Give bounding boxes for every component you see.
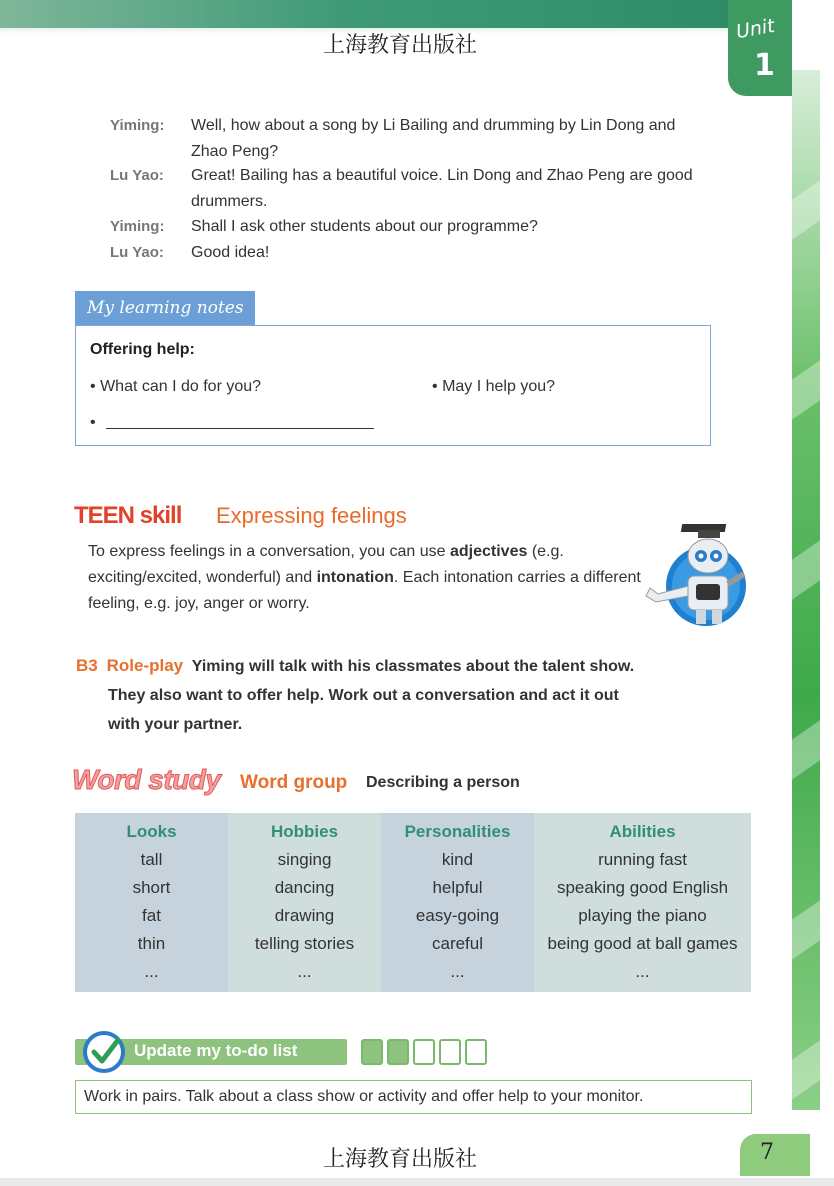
word-cell: ...	[450, 962, 465, 981]
word-cell: running fast	[598, 850, 687, 869]
word-group-description: Describing a person	[366, 774, 520, 791]
todo-progress-box-filled	[387, 1039, 409, 1065]
notes-blank-line[interactable]	[106, 428, 374, 429]
todo-progress-box-empty	[465, 1039, 487, 1065]
publisher-watermark-top: 上海教育出版社	[322, 33, 477, 58]
check-circle-icon	[82, 1030, 126, 1074]
teen-skill-body	[88, 539, 648, 617]
speaker-name: Lu Yao:	[110, 244, 164, 261]
todo-progress-box-empty	[439, 1039, 461, 1065]
todo-progress-box-empty	[413, 1039, 435, 1065]
b3-code: B3	[76, 656, 98, 675]
unit-tab	[728, 0, 792, 96]
dialogue-line	[110, 214, 770, 240]
unit-number: 1	[754, 48, 775, 83]
learning-notes-box	[75, 325, 711, 446]
word-column-looks	[75, 813, 228, 992]
word-study-title: Word study	[72, 764, 221, 795]
dialogue-line	[110, 240, 770, 266]
teen-bold-adjectives: adjectives	[449, 543, 528, 560]
notes-heading: Offering help:	[90, 341, 195, 358]
word-cell: being good at ball games	[547, 934, 738, 953]
speaker-name: Yiming:	[110, 117, 165, 134]
page-number-tab	[740, 1134, 810, 1176]
dialogue-text: Good idea!	[191, 244, 270, 261]
dialogue-line	[110, 163, 770, 215]
word-cell: short	[132, 878, 171, 897]
word-cell: playing the piano	[578, 906, 707, 925]
word-cell: speaking good English	[556, 878, 729, 897]
teen-bold-intonation: intonation	[316, 569, 394, 586]
word-cell: kind	[441, 850, 474, 869]
word-cell: ...	[635, 962, 650, 981]
todo-progress-box-filled	[361, 1039, 383, 1065]
notes-item-text: What can I do for you?	[100, 378, 262, 395]
word-cell: tall	[140, 850, 163, 869]
word-cell: drawing	[274, 906, 335, 925]
robot-mascot-icon	[636, 514, 756, 634]
teen-skill-title: Expressing feelings	[216, 503, 407, 528]
column-header: Hobbies	[270, 822, 339, 841]
word-group-label: Word group	[240, 772, 348, 793]
bullet: •	[432, 378, 438, 395]
learning-notes-tab: My learning notes	[75, 291, 255, 325]
todo-task: Work in pairs. Talk about a class show or activity and offer help to your monitor.	[75, 1080, 752, 1114]
speaker-name: Yiming:	[110, 218, 165, 235]
b3-line: Yiming will talk with his classmates about the talent show.	[191, 658, 635, 675]
b3-line: with your partner.	[108, 716, 243, 733]
b3-title: Role-play	[106, 656, 184, 675]
word-column-abilities	[534, 813, 751, 992]
bullet: •	[90, 378, 96, 395]
b3-line: They also want to offer help. Work out a conversation and act it out	[108, 687, 619, 704]
word-column-hobbies	[228, 813, 381, 992]
dialogue-text: Well, how about a song by Li Bailing and drumming by Lin Dong and Zhao Peng?	[191, 117, 676, 160]
column-header: Personalities	[404, 822, 511, 841]
notes-item	[90, 378, 261, 396]
speaker-name: Lu Yao:	[110, 167, 164, 184]
unit-word: Unit	[734, 14, 777, 44]
word-cell: singing	[277, 850, 332, 869]
teen-skill-label: TEEN skill	[74, 502, 182, 529]
notes-item	[432, 378, 555, 396]
word-table	[75, 813, 751, 992]
side-decoration-strip	[792, 70, 820, 1110]
word-cell: telling stories	[254, 934, 355, 953]
bottom-rule	[0, 1178, 834, 1186]
word-column-personalities	[381, 813, 534, 992]
dialogue-text: Shall I ask other students about our programme?	[191, 218, 538, 235]
column-header: Looks	[126, 822, 177, 841]
b3-role-play	[76, 651, 736, 739]
page-number: 7	[760, 1140, 774, 1165]
word-cell: dancing	[274, 878, 335, 897]
word-cell: careful	[431, 934, 484, 953]
publisher-watermark-bottom: 上海教育出版社	[322, 1147, 477, 1172]
notes-item-text: May I help you?	[442, 378, 556, 395]
top-banner	[0, 0, 760, 28]
word-cell: easy-going	[415, 906, 500, 925]
notes-blank-bullet: •	[90, 414, 96, 431]
dialogue-line	[110, 113, 770, 165]
teen-text: . Each intonation carries a different feeling, e.g. joy, anger or worry.	[88, 569, 641, 612]
teen-text: To express feelings in a conversation, you can use	[88, 543, 450, 560]
dialogue-text: Great! Bailing has a beautiful voice. Lin Dong and Zhao Peng are good drummers.	[191, 167, 693, 210]
word-cell: ...	[144, 962, 159, 981]
teen-text: (e.g. exciting/excited, wonderful) and	[88, 543, 564, 586]
word-cell: fat	[142, 906, 161, 925]
word-cell: helpful	[432, 878, 483, 897]
word-cell: thin	[137, 934, 166, 953]
todo-label: Update my to-do list	[134, 1041, 298, 1060]
word-cell: ...	[297, 962, 312, 981]
column-header: Abilities	[609, 822, 676, 841]
